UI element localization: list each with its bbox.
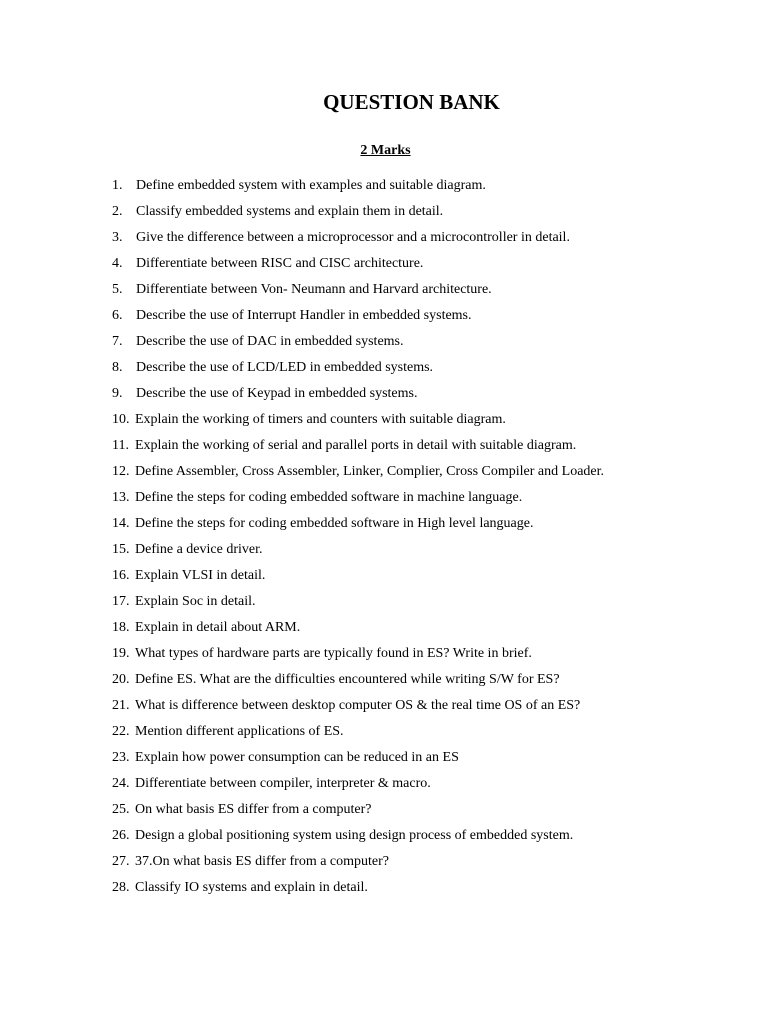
question-number: 5. [112,282,123,297]
question-item [112,485,732,511]
question-item [112,563,732,589]
question-number: 23. [112,750,130,765]
question-item [112,329,732,355]
question-number: 28. [112,880,130,895]
question-text: Mention different applications of ES. [135,724,344,739]
question-item [112,381,732,407]
question-text: Define ES. What are the difficulties encountered while writing S/W for ES? [135,672,560,687]
question-number: 21. [112,698,130,713]
question-number: 11. [112,438,129,453]
question-list [112,173,732,901]
question-number: 13. [112,490,130,505]
question-number: 9. [112,386,123,401]
question-number: 10. [112,412,130,427]
question-number: 17. [112,594,130,609]
question-item [112,849,732,875]
question-item [112,173,732,199]
question-text: Describe the use of Interrupt Handler in embedded systems. [136,308,472,323]
question-text: Define a device driver. [135,542,263,557]
question-text: What types of hardware parts are typically found in ES? Write in brief. [135,646,532,661]
question-text: Differentiate between compiler, interpreter & macro. [135,776,431,791]
question-text: Describe the use of Keypad in embedded systems. [136,386,418,401]
question-text: Describe the use of LCD/LED in embedded systems. [136,360,434,375]
question-item [112,771,732,797]
question-text: Classify embedded systems and explain them in detail. [136,204,444,219]
question-item [112,641,732,667]
question-number: 19. [112,646,130,661]
question-text: Define Assembler, Cross Assembler, Linker, Complier, Cross Compiler and Loader. [135,464,605,479]
question-text: On what basis ES differ from a computer? [135,802,372,817]
question-number: 8. [112,360,123,375]
question-text: 37.On what basis ES differ from a computer? [135,854,390,869]
question-item [112,407,732,433]
question-number: 1. [112,178,123,193]
question-number: 24. [112,776,130,791]
question-number: 2. [112,204,123,219]
document-title: QUESTION BANK [323,90,500,114]
question-number: 16. [112,568,130,583]
question-item [112,823,732,849]
question-text: Explain VLSI in detail. [135,568,266,583]
question-number: 25. [112,802,130,817]
question-text: Differentiate between Von- Neumann and Harvard architecture. [136,282,492,297]
question-item [112,277,732,303]
question-item [112,251,732,277]
question-text: Define the steps for coding embedded software in High level language. [135,516,534,531]
question-item [112,615,732,641]
question-item [112,199,732,225]
question-item [112,667,732,693]
question-text: Explain the working of timers and counters with suitable diagram. [135,412,506,427]
question-item [112,225,732,251]
question-item [112,303,732,329]
question-text: Design a global positioning system using design process of embedded system. [135,828,574,843]
question-number: 26. [112,828,130,843]
question-item [112,433,732,459]
question-number: 12. [112,464,130,479]
question-text: Explain how power consumption can be reduced in an ES [135,750,459,765]
question-number: 7. [112,334,123,349]
question-text: Define embedded system with examples and suitable diagram. [136,178,486,193]
question-number: 3. [112,230,123,245]
question-number: 6. [112,308,123,323]
question-item [112,797,732,823]
question-text: Differentiate between RISC and CISC architecture. [136,256,424,271]
question-number: 27. [112,854,130,869]
question-text: Define the steps for coding embedded software in machine language. [135,490,523,505]
question-text: Explain the working of serial and parallel ports in detail with suitable diagram. [135,438,577,453]
question-text: Classify IO systems and explain in detail. [135,880,368,895]
question-number: 4. [112,256,123,271]
question-item [112,355,732,381]
question-item [112,745,732,771]
question-number: 20. [112,672,130,687]
question-item [112,693,732,719]
question-text: Give the difference between a microprocessor and a microcontroller in detail. [136,230,570,245]
question-number: 18. [112,620,130,635]
section-heading: 2 Marks [360,143,411,158]
question-item [112,459,732,485]
question-text: Explain Soc in detail. [135,594,256,609]
question-text: Describe the use of DAC in embedded systems. [136,334,404,349]
question-item [112,537,732,563]
question-number: 15. [112,542,130,557]
question-text: Explain in detail about ARM. [135,620,301,635]
question-number: 14. [112,516,130,531]
question-number: 22. [112,724,130,739]
question-item [112,875,732,901]
question-item [112,511,732,537]
question-text: What is difference between desktop computer OS & the real time OS of an ES? [135,698,581,713]
question-item [112,589,732,615]
question-item [112,719,732,745]
